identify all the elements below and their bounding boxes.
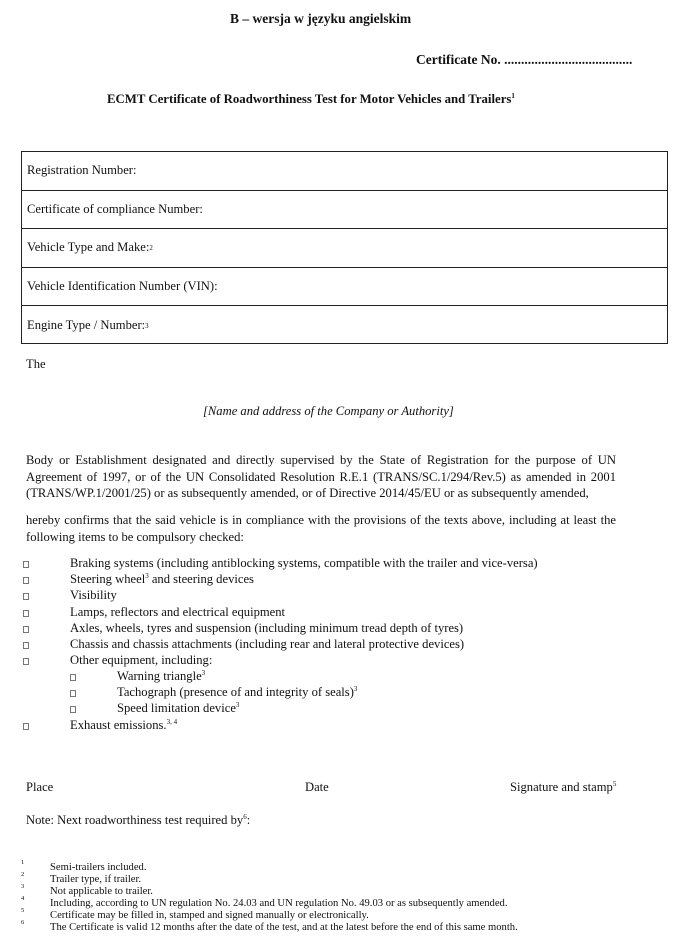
check-item-label: Speed limitation device bbox=[117, 701, 236, 715]
check-item-speed-limitation bbox=[117, 701, 239, 716]
note-text: Note: Next roadworthiness test required by bbox=[26, 813, 244, 827]
check-item-visibility: Visibility bbox=[70, 588, 117, 602]
check-item-braking: Braking systems (including antiblocking systems, compatible with the trailer and vice-versa) bbox=[70, 556, 538, 570]
check-item-other-equipment: Other equipment, including: bbox=[70, 653, 213, 667]
the-label: The bbox=[26, 357, 46, 371]
footnote-text: Trailer type, if trailer. bbox=[50, 874, 142, 885]
footnote-ref: 1 bbox=[511, 92, 515, 100]
footnote-number: 2 bbox=[21, 871, 25, 878]
check-item-label: Steering wheel bbox=[70, 572, 146, 586]
checkbox-axles[interactable] bbox=[23, 626, 29, 633]
field-label: Registration Number: bbox=[27, 163, 137, 178]
document-title bbox=[107, 92, 515, 107]
check-item-axles: Axles, wheels, tyres and suspension (including minimum tread depth of tyres) bbox=[70, 621, 464, 635]
field-label: Certificate of compliance Number: bbox=[27, 201, 203, 216]
field-registration-number[interactable] bbox=[22, 152, 667, 191]
footnote-ref: 3, 4 bbox=[166, 718, 178, 726]
paragraph-designation: Body or Establishment designated and directly supervised by the State of Registration for the purpose of UN Agreement of 1997, or of the UN Consolidated Resolution R.E.1 (TRANS/SC.1/294/Rev.5) as amended in 2001 (TRANS/WP.1/2001/25) or as subsequently amended, or of Directive 2014/45/EU or as subsequently amended, bbox=[26, 453, 616, 500]
next-test-note bbox=[26, 813, 250, 828]
field-compliance-number[interactable] bbox=[22, 191, 667, 230]
footnote-ref: 3 bbox=[235, 701, 240, 709]
footnote-number: 3 bbox=[21, 883, 25, 890]
check-item-label: Exhaust emissions. bbox=[70, 718, 167, 732]
footnote-number: 6 bbox=[21, 919, 25, 926]
check-item-label: Tachograph (presence of and integrity of seals) bbox=[117, 685, 354, 699]
document-title-text: ECMT Certificate of Roadworthiness Test for Motor Vehicles and Trailers bbox=[107, 92, 512, 106]
checkbox-speed-limitation[interactable] bbox=[70, 706, 76, 713]
check-item-exhaust bbox=[70, 718, 177, 733]
checkbox-exhaust[interactable] bbox=[23, 723, 29, 730]
language-version-title: B – wersja w języku angielskim bbox=[230, 11, 412, 26]
checkbox-tachograph[interactable] bbox=[70, 690, 76, 697]
footnote-number: 4 bbox=[21, 895, 25, 902]
field-label: Vehicle Identification Number (VIN): bbox=[27, 279, 218, 294]
note-suffix: : bbox=[246, 813, 251, 827]
field-label: Engine Type / Number: bbox=[27, 318, 146, 333]
footnote-text: Including, according to UN regulation No. 24.03 and UN regulation No. 49.03 or as subsequently amended. bbox=[50, 898, 508, 909]
checkbox-steering[interactable] bbox=[23, 577, 29, 584]
check-item-chassis: Chassis and chassis attachments (including rear and lateral protective devices) bbox=[70, 637, 465, 651]
footnote-text: The Certificate is valid 12 months after the date of the test, and at the latest before the end of this same month. bbox=[50, 922, 518, 933]
footnote-ref: 3 bbox=[201, 669, 206, 677]
certificate-number: Certificate No. ...................................... bbox=[416, 52, 633, 67]
company-placeholder: [Name and address of the Company or Authority] bbox=[203, 404, 454, 418]
checkbox-lamps[interactable] bbox=[23, 610, 29, 617]
check-item-label-suffix: and steering devices bbox=[148, 572, 254, 586]
footnote-ref: 5 bbox=[612, 780, 617, 788]
footnote-ref: 6 bbox=[243, 813, 247, 821]
footnote-ref: 3 bbox=[353, 685, 358, 693]
check-item-warning-triangle bbox=[117, 669, 205, 684]
checkbox-warning-triangle[interactable] bbox=[70, 674, 76, 681]
signature-label-text: Signature and stamp bbox=[510, 780, 613, 794]
date-label: Date bbox=[305, 780, 329, 794]
place-label: Place bbox=[26, 780, 54, 794]
check-item-tachograph bbox=[117, 685, 357, 700]
check-item-label: Warning triangle bbox=[117, 669, 202, 683]
footnote-text: Semi-trailers included. bbox=[50, 862, 147, 873]
footnote-ref: 3 bbox=[145, 572, 149, 580]
field-vehicle-type-make[interactable]: Vehicle Type and Make: 2 bbox=[22, 229, 667, 268]
checkbox-other-equipment[interactable] bbox=[23, 658, 29, 665]
footnote-number: 5 bbox=[21, 907, 25, 914]
checkbox-chassis[interactable] bbox=[23, 642, 29, 649]
checkbox-visibility[interactable] bbox=[23, 593, 29, 600]
field-label: Vehicle Type and Make: bbox=[27, 240, 150, 255]
checkbox-braking[interactable] bbox=[23, 561, 29, 568]
paragraph-confirmation: hereby confirms that the said vehicle is in compliance with the provisions of the texts above, including at least the following items to be compulsory checked: bbox=[26, 513, 616, 544]
check-item-lamps: Lamps, reflectors and electrical equipment bbox=[70, 605, 286, 619]
vehicle-details-table bbox=[21, 151, 668, 344]
footnote-text: Certificate may be filled in, stamped and signed manually or electronically. bbox=[50, 910, 369, 921]
footnote-text: Not applicable to trailer. bbox=[50, 886, 153, 897]
field-engine-type-number[interactable]: Engine Type / Number: 3 bbox=[27, 318, 149, 333]
signature-stamp-label bbox=[510, 780, 616, 795]
field-vin[interactable] bbox=[22, 268, 667, 307]
footnote-number: 1 bbox=[21, 859, 25, 866]
check-item-steering bbox=[70, 572, 254, 587]
